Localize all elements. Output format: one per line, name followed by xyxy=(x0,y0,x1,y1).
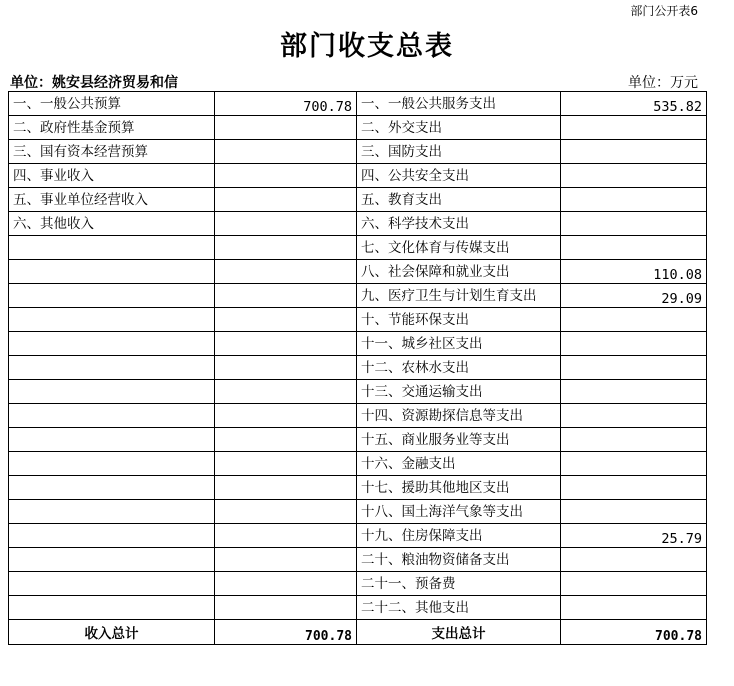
table-row xyxy=(9,188,707,212)
table-row xyxy=(9,308,707,332)
table-row xyxy=(9,476,707,500)
expense-value-cell xyxy=(561,188,707,212)
income-label-cell: 三、国有资本经营预算 xyxy=(9,140,215,164)
expense-label-cell: 十三、交通运输支出 xyxy=(357,380,561,404)
income-label-cell xyxy=(9,236,215,260)
table-row xyxy=(9,116,707,140)
table-row xyxy=(9,236,707,260)
income-value-cell xyxy=(215,212,357,236)
income-label-cell xyxy=(9,524,215,548)
expense-label-cell: 二十一、预备费 xyxy=(357,572,561,596)
income-value-cell xyxy=(215,572,357,596)
income-value-cell xyxy=(215,596,357,620)
income-label-cell xyxy=(9,428,215,452)
expense-label-cell: 四、公共安全支出 xyxy=(357,164,561,188)
income-value-cell xyxy=(215,452,357,476)
expense-value-cell xyxy=(561,332,707,356)
expense-label-cell: 五、教育支出 xyxy=(357,188,561,212)
income-value-cell xyxy=(215,380,357,404)
table-row xyxy=(9,260,707,284)
expense-label-cell: 七、文化体育与传媒支出 xyxy=(357,236,561,260)
table-row xyxy=(9,524,707,548)
expense-label-cell: 八、社会保障和就业支出 xyxy=(357,260,561,284)
budget-table xyxy=(8,91,707,645)
income-value-cell xyxy=(215,404,357,428)
expense-label-cell: 十九、住房保障支出 xyxy=(357,524,561,548)
expense-label-cell: 一、一般公共服务支出 xyxy=(357,92,561,116)
income-value-cell xyxy=(215,524,357,548)
expense-value-cell xyxy=(561,356,707,380)
expense-value-cell xyxy=(561,140,707,164)
expense-value-cell: 535.82 xyxy=(561,92,707,116)
income-label-cell: 五、事业单位经营收入 xyxy=(9,188,215,212)
income-label-cell xyxy=(9,404,215,428)
unit-label: 单位：姚安县经济贸易和信 xyxy=(10,75,178,91)
table-row xyxy=(9,164,707,188)
expense-value-cell: 29.09 xyxy=(561,284,707,308)
income-label-cell xyxy=(9,596,215,620)
table-row xyxy=(9,548,707,572)
expense-label-cell: 十七、援助其他地区支出 xyxy=(357,476,561,500)
income-label-cell: 一、一般公共预算 xyxy=(9,92,215,116)
income-value-cell: 700.78 xyxy=(215,92,357,116)
income-label-cell xyxy=(9,332,215,356)
expense-label-cell: 九、医疗卫生与计划生育支出 xyxy=(357,284,561,308)
income-label-cell: 二、政府性基金预算 xyxy=(9,116,215,140)
expense-label-cell: 二十、粮油物资储备支出 xyxy=(357,548,561,572)
income-value-cell xyxy=(215,500,357,524)
income-label-cell xyxy=(9,260,215,284)
expense-label-cell: 十、节能环保支出 xyxy=(357,308,561,332)
table-row xyxy=(9,212,707,236)
income-value-cell xyxy=(215,188,357,212)
expense-value-cell xyxy=(561,548,707,572)
income-value-cell xyxy=(215,428,357,452)
expense-value-cell xyxy=(561,380,707,404)
income-label-cell: 六、其他收入 xyxy=(9,212,215,236)
income-value-cell xyxy=(215,308,357,332)
table-row xyxy=(9,356,707,380)
page-title: 部门收支总表 xyxy=(280,31,454,62)
income-value-cell xyxy=(215,548,357,572)
expense-label-cell: 十四、资源勘探信息等支出 xyxy=(357,404,561,428)
income-label-cell xyxy=(9,356,215,380)
sheet-label: 部门公开表6 xyxy=(630,4,698,18)
income-value-cell xyxy=(215,260,357,284)
expense-label-cell: 二十二、其他支出 xyxy=(357,596,561,620)
income-label-cell xyxy=(9,476,215,500)
table-row xyxy=(9,572,707,596)
expense-value-cell xyxy=(561,452,707,476)
table-row xyxy=(9,596,707,620)
expense-total-value: 700.78 xyxy=(561,620,707,645)
table-row xyxy=(9,332,707,356)
table-row xyxy=(9,452,707,476)
expense-value-cell xyxy=(561,308,707,332)
expense-total-label: 支出总计 xyxy=(357,620,561,645)
income-label-cell: 四、事业收入 xyxy=(9,164,215,188)
income-label-cell xyxy=(9,572,215,596)
income-value-cell xyxy=(215,140,357,164)
expense-label-cell: 十八、国土海洋气象等支出 xyxy=(357,500,561,524)
income-label-cell xyxy=(9,380,215,404)
income-label-cell xyxy=(9,548,215,572)
expense-label-cell: 十一、城乡社区支出 xyxy=(357,332,561,356)
expense-label-cell: 十五、商业服务业等支出 xyxy=(357,428,561,452)
income-value-cell xyxy=(215,332,357,356)
expense-value-cell xyxy=(561,116,707,140)
expense-label-cell: 二、外交支出 xyxy=(357,116,561,140)
expense-value-cell xyxy=(561,236,707,260)
table-row xyxy=(9,500,707,524)
income-total-value: 700.78 xyxy=(215,620,357,645)
table-row xyxy=(9,284,707,308)
income-value-cell xyxy=(215,284,357,308)
income-value-cell xyxy=(215,164,357,188)
totals-row xyxy=(9,620,707,645)
income-total-label: 收入总计 xyxy=(9,620,215,645)
expense-label-cell: 十六、金融支出 xyxy=(357,452,561,476)
income-value-cell xyxy=(215,476,357,500)
table-row xyxy=(9,140,707,164)
income-value-cell xyxy=(215,116,357,140)
expense-value-cell xyxy=(561,164,707,188)
expense-value-cell xyxy=(561,428,707,452)
expense-value-cell xyxy=(561,404,707,428)
expense-value-cell: 25.79 xyxy=(561,524,707,548)
income-label-cell xyxy=(9,284,215,308)
expense-label-cell: 十二、农林水支出 xyxy=(357,356,561,380)
expense-label-cell: 三、国防支出 xyxy=(357,140,561,164)
expense-label-cell: 六、科学技术支出 xyxy=(357,212,561,236)
table-body xyxy=(9,92,707,645)
expense-value-cell: 110.08 xyxy=(561,260,707,284)
table-row xyxy=(9,428,707,452)
income-label-cell xyxy=(9,308,215,332)
expense-value-cell xyxy=(561,476,707,500)
table-row xyxy=(9,380,707,404)
currency-unit-label: 单位：万元 xyxy=(628,75,698,91)
income-label-cell xyxy=(9,452,215,476)
expense-value-cell xyxy=(561,596,707,620)
expense-value-cell xyxy=(561,500,707,524)
expense-value-cell xyxy=(561,212,707,236)
table-row xyxy=(9,92,707,116)
income-label-cell xyxy=(9,500,215,524)
income-value-cell xyxy=(215,236,357,260)
income-value-cell xyxy=(215,356,357,380)
table-row xyxy=(9,404,707,428)
expense-value-cell xyxy=(561,572,707,596)
